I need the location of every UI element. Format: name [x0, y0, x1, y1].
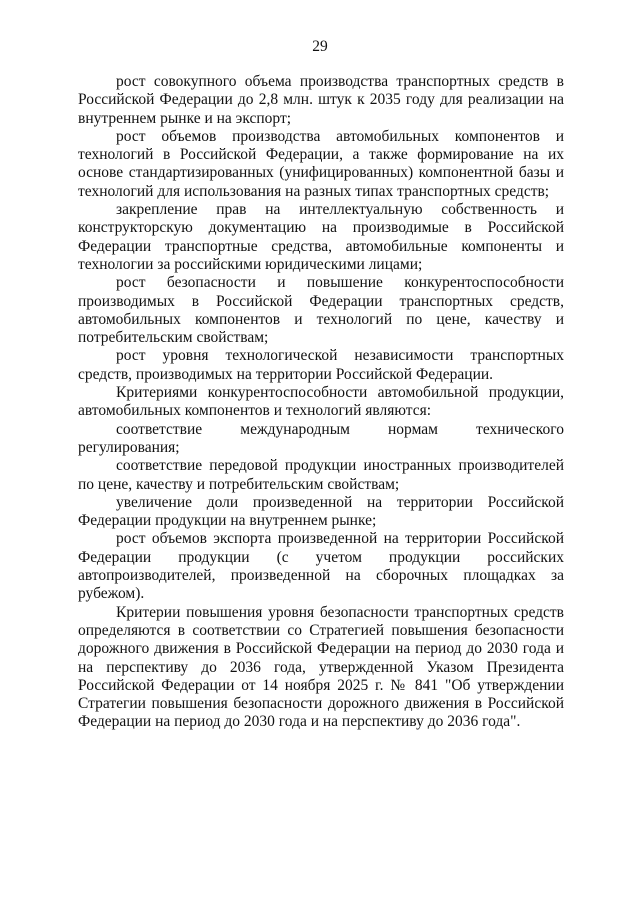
paragraph: закрепление прав на интеллектуальную собственность и конструкторскую документацию на производимые в Российской Федерации транспортные средства, автомобильные компоненты и технологии за российскими юридическими лицами; [78, 201, 564, 273]
paragraph: рост совокупного объема производства транспортных средств в Российской Федерации до 2,8 млн. штук к 2035 году для реализации на внутреннем рынке и на экспорт; [78, 73, 564, 127]
paragraph: рост безопасности и повышение конкурентоспособности производимых в Российской Федерации транспортных средств, автомобильных компонентов и технологий по цене, качеству и потребительским свойствам; [78, 274, 564, 347]
paragraph: рост уровня технологической независимости транспортных средств, производимых на территории Российской Федерации. [78, 347, 564, 383]
paragraph: Критерии повышения уровня безопасности транспортных средств определяются в соответствии со Стратегией повышения безопасности дорожного движения в Российской Федерации на период до 2030 года и на перспективу до 2036 года, утвержденной Указом Президента Российской Федерации от 14 ноября 2025 г. № 841 "Об утверждении Стратегии повышения безопасности дорожного движения в Российской Федерации на период до 2030 года и на перспективу до 2036 года". [78, 603, 564, 731]
paragraph: соответствие международным нормам технического регулирования; [78, 420, 564, 456]
paragraph: соответствие передовой продукции иностранных производителей по цене, качеству и потребительским свойствам; [78, 457, 564, 493]
document-body [78, 73, 564, 732]
paragraph: рост объемов экспорта произведенной на территории Российской Федерации продукции (с учетом продукции российских автопроизводителей, произведенной на сборочных площадках за рубежом). [78, 530, 564, 603]
paragraph: Критериями конкурентоспособности автомобильной продукции, автомобильных компонентов и технологий являются: [78, 384, 564, 420]
paragraph: рост объемов производства автомобильных компонентов и технологий в Российской Федерации, а также формирование на их основе стандартизированных (унифицированных) компонентной базы и технологий для использования на разных типах транспортных средств; [78, 127, 564, 200]
page-number: 29 [312, 38, 328, 55]
paragraph: увеличение доли произведенной на территории Российской Федерации продукции на внутреннем рынке; [78, 493, 564, 530]
